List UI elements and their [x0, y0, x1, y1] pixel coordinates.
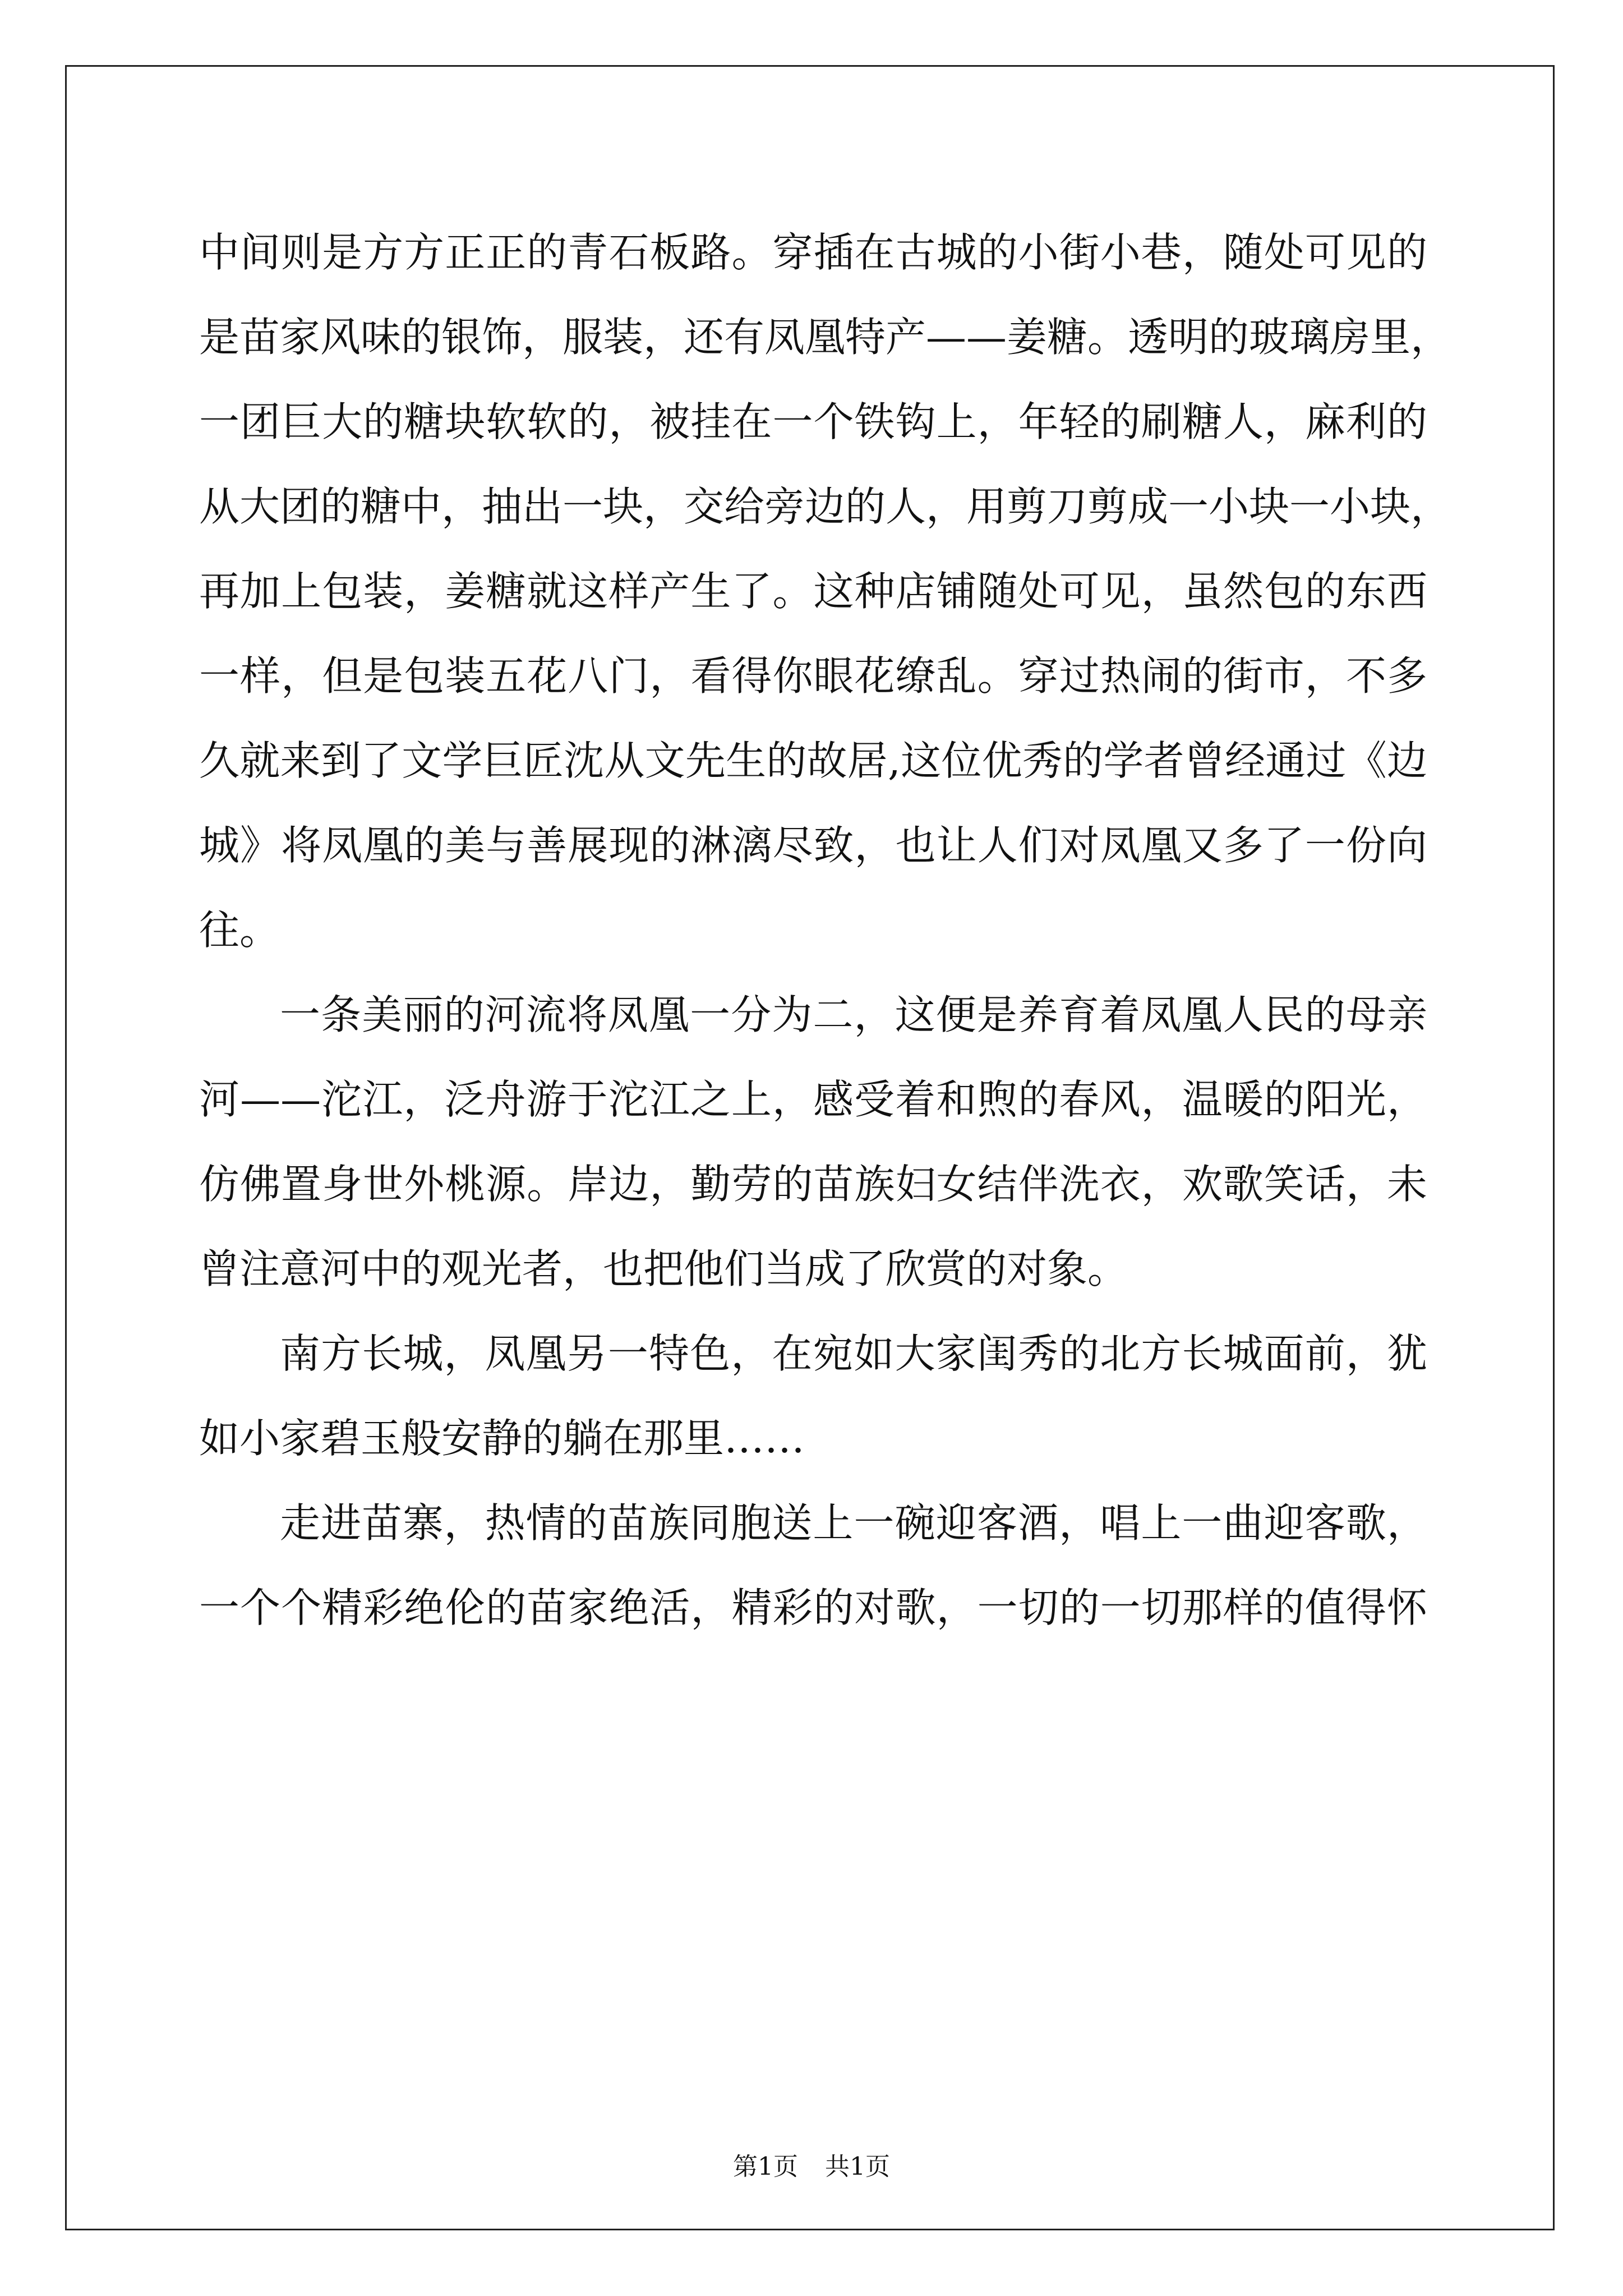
- text-line: 仿佛置身世外桃源。岸边，勤劳的苗族妇女结伴洗衣，欢歌笑话，未: [199, 1161, 1427, 1208]
- text-line: 曾注意河中的观光者，也把他们当成了欣赏的对象。: [199, 1245, 1128, 1292]
- text-line: 从大团的糖中，抽出一块，交给旁边的人，用剪刀剪成一小块一小块，: [199, 483, 1451, 530]
- text-line: 是苗家风味的银饰，服装，还有凤凰特产——姜糖。透明的玻璃房里，: [199, 314, 1451, 361]
- text-line: 一样，但是包装五花八门，看得你眼花缭乱。穿过热闹的街市，不多: [199, 652, 1427, 700]
- text-line: 久就来到了文学巨匠沈从文先生的故居,这位优秀的学者曾经通过《边: [199, 737, 1427, 784]
- document-body: [199, 210, 1451, 1650]
- page-footer: [0, 2146, 1623, 2182]
- text-line: 走进苗寨，热情的苗族同胞送上一碗迎客酒，唱上一曲迎客歌，: [280, 1499, 1427, 1547]
- text-line: 如小家碧玉般安静的躺在那里……: [199, 1415, 805, 1462]
- text-line: 中间则是方方正正的青石板路。穿插在古城的小街小巷，随处可见的: [199, 229, 1427, 276]
- text-line: 城》将凤凰的美与善展现的淋漓尽致，也让人们对凤凰又多了一份向: [199, 822, 1427, 869]
- text-line: 南方长城，凤凰另一特色，在宛如大家闺秀的北方长城面前，犹: [280, 1330, 1427, 1377]
- text-line: 一个个精彩绝伦的苗家绝活，精彩的对歌，一切的一切那样的值得怀: [199, 1584, 1427, 1631]
- page-number: 第1页: [733, 2152, 798, 2181]
- page-total: 共1页: [825, 2152, 890, 2181]
- text-line: 一条美丽的河流将凤凰一分为二，这便是养育着凤凰人民的母亲: [280, 991, 1427, 1038]
- text-line: 再加上包装，姜糖就这样产生了。这种店铺随处可见，虽然包的东西: [199, 568, 1427, 615]
- text-line: 河——沱江，泛舟游于沱江之上，感受着和煦的春风，温暖的阳光，: [199, 1076, 1427, 1123]
- text-line: 一团巨大的糖块软软的，被挂在一个铁钩上，年轻的刷糖人，麻利的: [199, 398, 1427, 445]
- text-line: 往。: [199, 907, 280, 954]
